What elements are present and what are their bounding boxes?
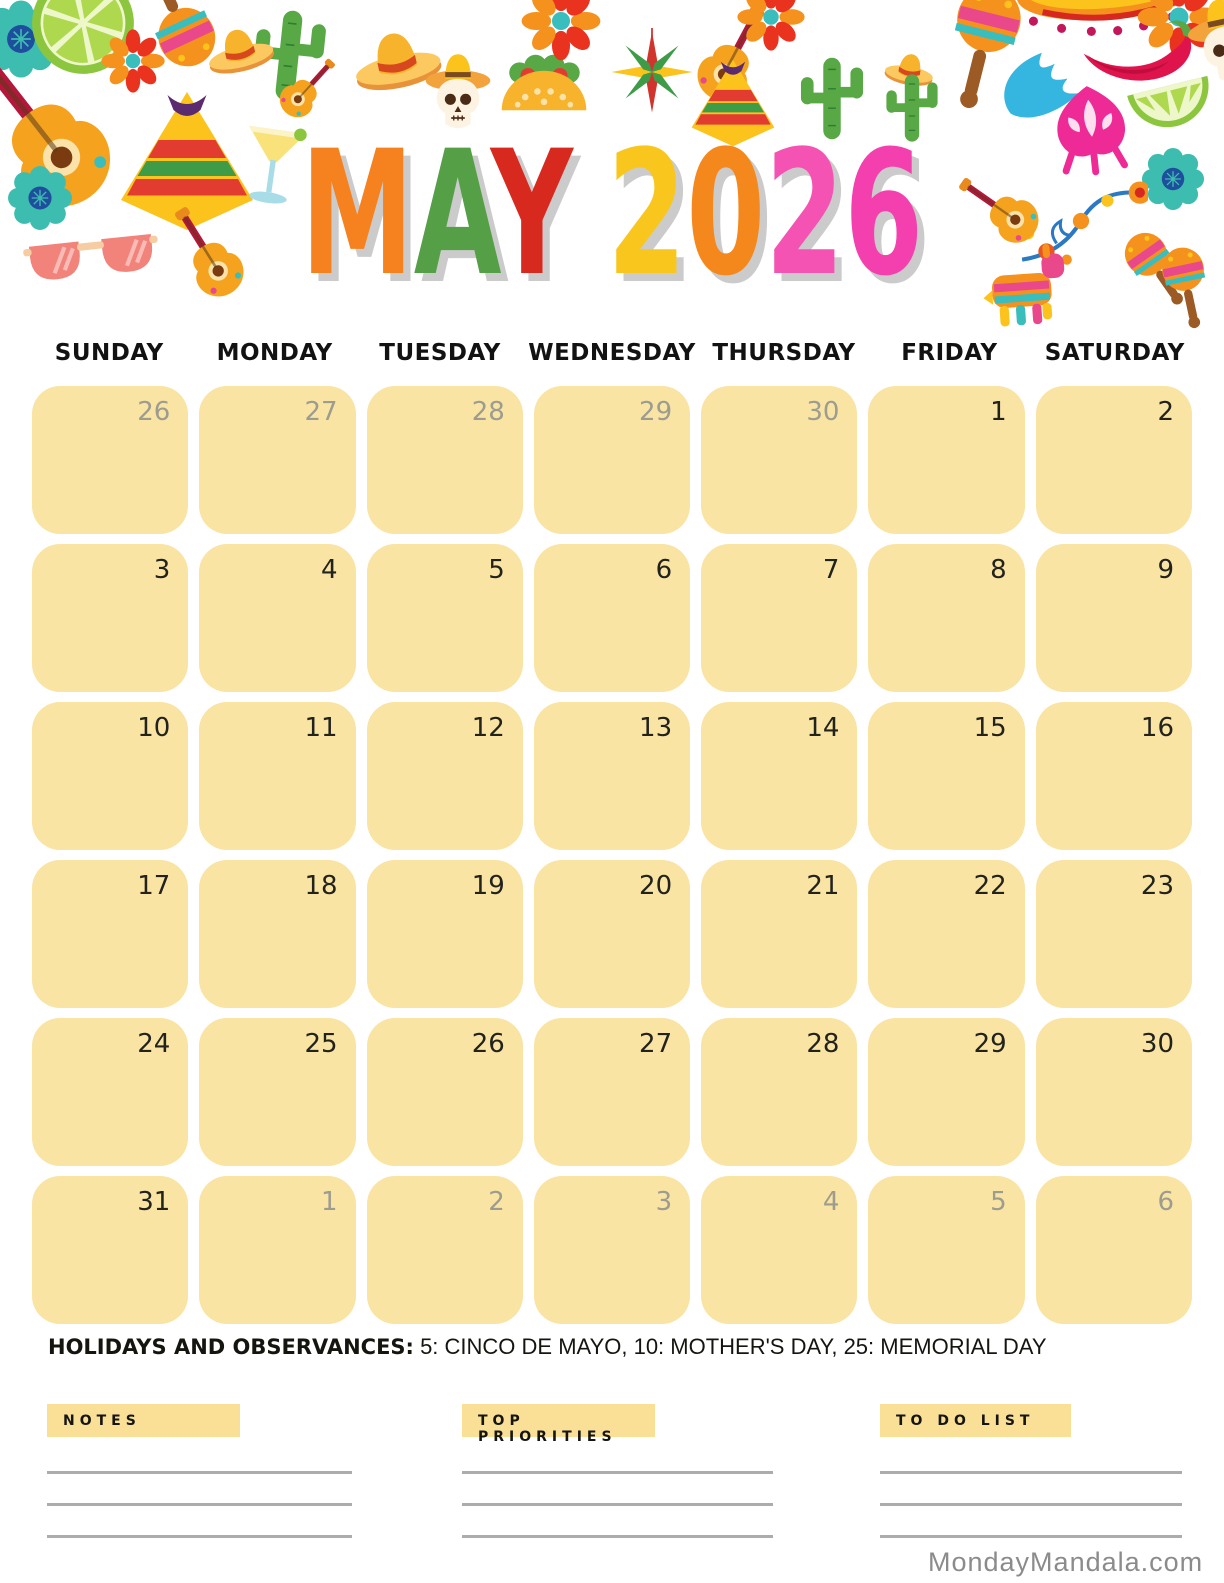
title-letter: A bbox=[413, 113, 491, 314]
writing-line bbox=[47, 1471, 352, 1474]
flower-icon bbox=[522, 0, 601, 60]
day-cell bbox=[868, 386, 1024, 534]
site-credit[interactable]: MondayMandala.com bbox=[928, 1547, 1204, 1577]
day-number: 17 bbox=[137, 871, 171, 901]
day-number: 29 bbox=[639, 397, 673, 427]
day-cell bbox=[1036, 1018, 1192, 1166]
weekday-label-tuesday: TUESDAY bbox=[379, 340, 501, 366]
weekday-label-sunday: SUNDAY bbox=[54, 340, 164, 366]
title-letter: M bbox=[300, 113, 414, 314]
day-cell bbox=[199, 860, 355, 1008]
day-number: 1 bbox=[990, 397, 1007, 427]
day-number: 27 bbox=[304, 397, 338, 427]
day-cell bbox=[701, 1176, 857, 1324]
weekday-label-monday: MONDAY bbox=[216, 340, 333, 366]
day-number: 30 bbox=[1140, 1029, 1174, 1059]
holidays-label: HOLIDAYS AND OBSERVANCES: bbox=[48, 1335, 414, 1359]
day-cell bbox=[199, 544, 355, 692]
day-cell bbox=[367, 860, 523, 1008]
day-number: 8 bbox=[990, 555, 1007, 585]
teal-flower-icon bbox=[1142, 148, 1204, 210]
day-cell bbox=[701, 386, 857, 534]
title-letter: 6 bbox=[844, 113, 924, 314]
title-letter: 2 bbox=[607, 113, 687, 314]
day-cell bbox=[1036, 702, 1192, 850]
weekday-label-wednesday: WEDNESDAY bbox=[528, 340, 696, 366]
day-number: 21 bbox=[806, 871, 840, 901]
day-cell bbox=[32, 1176, 188, 1324]
day-cell bbox=[868, 860, 1024, 1008]
weekday-label-saturday: SATURDAY bbox=[1044, 340, 1185, 366]
writing-line bbox=[47, 1535, 352, 1538]
day-number: 29 bbox=[973, 1029, 1007, 1059]
writing-line bbox=[880, 1535, 1182, 1538]
day-cell bbox=[701, 544, 857, 692]
day-cell bbox=[367, 1018, 523, 1166]
notes-header: NOTES bbox=[47, 1404, 240, 1437]
day-number: 19 bbox=[471, 871, 505, 901]
day-number: 9 bbox=[1157, 555, 1174, 585]
day-cell bbox=[367, 544, 523, 692]
writing-line bbox=[47, 1503, 352, 1506]
day-number: 22 bbox=[973, 871, 1007, 901]
day-number: 25 bbox=[304, 1029, 338, 1059]
calendar-grid bbox=[32, 386, 1192, 1324]
day-number: 28 bbox=[806, 1029, 840, 1059]
papel-star-icon bbox=[612, 28, 693, 112]
weekday-header-row bbox=[32, 340, 1192, 366]
day-number: 6 bbox=[655, 555, 673, 585]
day-number: 18 bbox=[304, 871, 338, 901]
day-cell bbox=[32, 702, 188, 850]
day-cell bbox=[367, 386, 523, 534]
day-number: 12 bbox=[471, 713, 505, 743]
day-number: 23 bbox=[1140, 871, 1174, 901]
day-number: 27 bbox=[639, 1029, 673, 1059]
day-number: 16 bbox=[1140, 713, 1174, 743]
day-cell bbox=[1036, 1176, 1192, 1324]
day-cell bbox=[199, 702, 355, 850]
day-number: 4 bbox=[321, 555, 338, 585]
day-number: 7 bbox=[822, 555, 840, 585]
writing-line bbox=[462, 1471, 773, 1474]
day-number: 6 bbox=[1157, 1187, 1174, 1217]
day-cell bbox=[534, 860, 690, 1008]
day-cell bbox=[199, 1018, 355, 1166]
day-number: 28 bbox=[471, 397, 505, 427]
day-cell bbox=[868, 1176, 1024, 1324]
header-artwork bbox=[0, 0, 1224, 336]
day-cell bbox=[534, 702, 690, 850]
holidays-text: 5: CINCO DE MAYO, 10: MOTHER'S DAY, 25: MEMORIAL DAY bbox=[413, 1334, 1047, 1359]
top-priorities-header: TOP PRIORITIES bbox=[462, 1404, 655, 1437]
day-number: 5 bbox=[488, 555, 505, 585]
day-cell bbox=[367, 1176, 523, 1324]
writing-line bbox=[880, 1471, 1182, 1474]
sombrero-icon bbox=[349, 25, 444, 97]
title-letter: 0 bbox=[686, 113, 766, 314]
day-cell bbox=[1036, 860, 1192, 1008]
day-number: 30 bbox=[806, 397, 840, 427]
day-number: 11 bbox=[304, 713, 338, 743]
writing-line bbox=[880, 1503, 1182, 1506]
day-cell bbox=[32, 860, 188, 1008]
day-cell bbox=[1036, 386, 1192, 534]
day-number: 3 bbox=[655, 1187, 673, 1217]
day-cell bbox=[701, 1018, 857, 1166]
day-cell bbox=[534, 1018, 690, 1166]
day-cell bbox=[1036, 544, 1192, 692]
day-number: 13 bbox=[639, 713, 673, 743]
day-cell bbox=[701, 860, 857, 1008]
day-number: 24 bbox=[137, 1029, 171, 1059]
day-cell bbox=[32, 544, 188, 692]
weekday-label-friday: FRIDAY bbox=[901, 340, 998, 366]
day-cell bbox=[199, 1176, 355, 1324]
weekday-label-thursday: THURSDAY bbox=[712, 340, 856, 366]
day-number: 15 bbox=[973, 713, 1007, 743]
day-cell bbox=[701, 702, 857, 850]
day-number: 3 bbox=[153, 555, 171, 585]
day-number: 26 bbox=[137, 397, 171, 427]
day-cell bbox=[868, 544, 1024, 692]
day-number: 5 bbox=[990, 1187, 1007, 1217]
to-do-list-section bbox=[880, 1404, 1182, 1538]
taco-icon bbox=[502, 55, 587, 110]
day-cell bbox=[199, 386, 355, 534]
day-number: 20 bbox=[639, 871, 673, 901]
notes-section bbox=[47, 1404, 352, 1538]
holidays-line bbox=[48, 1334, 1047, 1360]
day-cell bbox=[868, 702, 1024, 850]
day-cell bbox=[534, 544, 690, 692]
title-letter: Y bbox=[490, 113, 573, 314]
day-number: 31 bbox=[137, 1187, 171, 1217]
month-title bbox=[208, 113, 1016, 314]
sunglasses-icon bbox=[23, 233, 161, 282]
title-letter: 2 bbox=[765, 113, 845, 314]
teal-flower-icon bbox=[8, 166, 72, 230]
day-number: 26 bbox=[471, 1029, 505, 1059]
day-number: 14 bbox=[806, 713, 840, 743]
writing-line bbox=[462, 1503, 773, 1506]
writing-line bbox=[462, 1535, 773, 1538]
lime-wedge-icon bbox=[1127, 76, 1217, 136]
day-cell bbox=[868, 1018, 1024, 1166]
day-cell bbox=[534, 1176, 690, 1324]
day-cell bbox=[32, 1018, 188, 1166]
day-cell bbox=[32, 386, 188, 534]
day-cell bbox=[367, 702, 523, 850]
day-number: 2 bbox=[488, 1187, 505, 1217]
day-number: 4 bbox=[822, 1187, 840, 1217]
top-priorities-section bbox=[462, 1404, 773, 1538]
day-number: 1 bbox=[321, 1187, 338, 1217]
day-number: 2 bbox=[1157, 397, 1174, 427]
day-number: 10 bbox=[137, 713, 171, 743]
day-cell bbox=[534, 386, 690, 534]
to-do-list-header: TO DO LIST bbox=[880, 1404, 1071, 1437]
